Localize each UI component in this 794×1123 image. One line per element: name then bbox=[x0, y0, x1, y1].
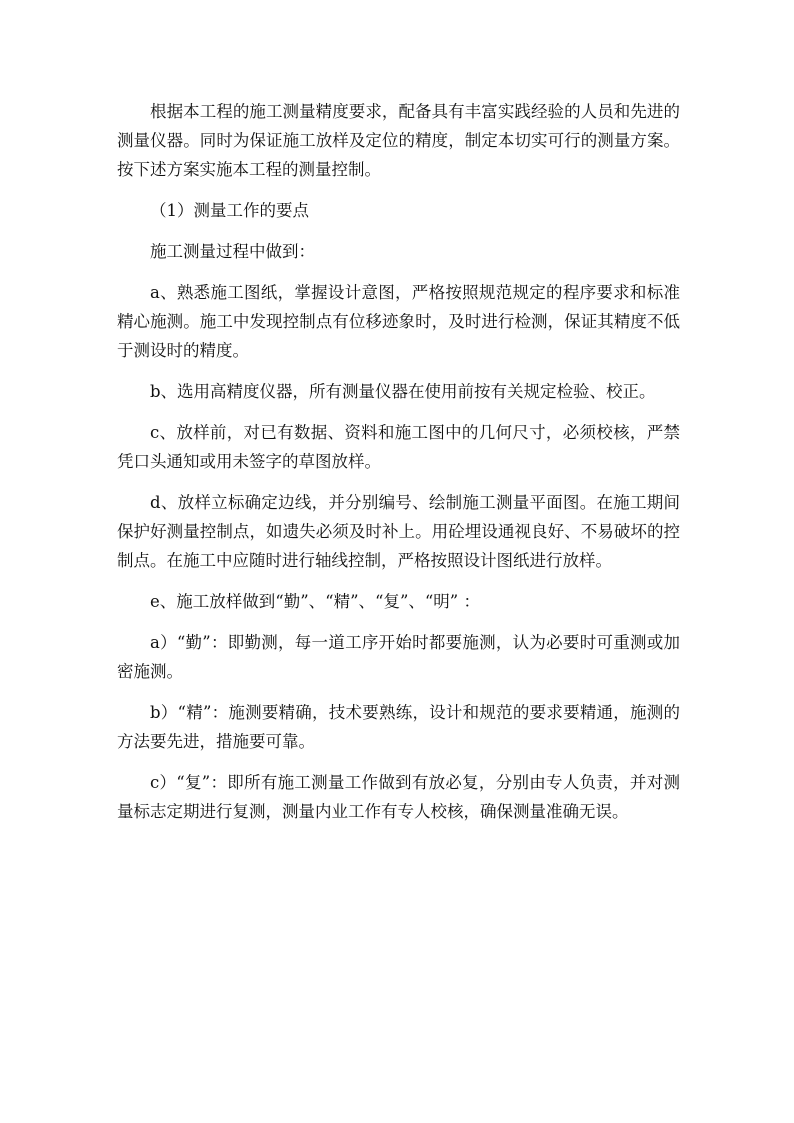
section-heading: （1）测量工作的要点 bbox=[150, 201, 309, 220]
item-c-paragraph: c、放样前，对已有数据、资料和施工图中的几何尺寸，必须校核，严禁凭口头通知或用未签字的草图放样。 bbox=[117, 423, 680, 471]
subitem-c-paragraph: c）“复”：即所有施工测量工作做到有放必复，分别由专人负责，并对测量标志定期进行复测，测量内业工作有专人校核，确保测量准确无误。 bbox=[117, 773, 680, 821]
item-a-paragraph: a、熟悉施工图纸，掌握设计意图，严格按照规范规定的程序要求和标准精心施测。施工中发现控制点有位移迹象时，及时进行检测，保证其精度不低于测设时的精度。 bbox=[117, 283, 680, 360]
item-e-paragraph: e、施工放样做到“勤”、“精”、“复”、“明” ： bbox=[150, 592, 480, 611]
item-b-paragraph: b、选用高精度仪器，所有测量仪器在使用前按有关规定检验、校正。 bbox=[150, 382, 656, 401]
document-body bbox=[117, 97, 680, 838]
item-d-paragraph: d、放样立标确定边线，并分别编号、绘制施工测量平面图。在施工期间保护好测量控制点，如遗失必须及时补上。用砼埋设通视良好、不易破坏的控制点。在施工中应随时进行轴线控制，严格按照设计图纸进行放样。 bbox=[117, 493, 680, 570]
subitem-a-paragraph: a）“勤”：即勤测，每一道工序开始时都要施测，认为必要时可重测或加密施测。 bbox=[117, 633, 680, 681]
intro-paragraph: 根据本工程的施工测量精度要求，配备具有丰富实践经验的人员和先进的测量仪器。同时为保证施工放样及定位的精度，制定本切实可行的测量方案。按下述方案实施本工程的测量控制。 bbox=[117, 102, 680, 179]
subitem-b-paragraph: b）“精”：施测要精确，技术要熟练，设计和规范的要求要精通，施测的方法要先进，措施要可靠。 bbox=[117, 703, 680, 751]
lead-in-paragraph: 施工测量过程中做到： bbox=[150, 242, 315, 261]
